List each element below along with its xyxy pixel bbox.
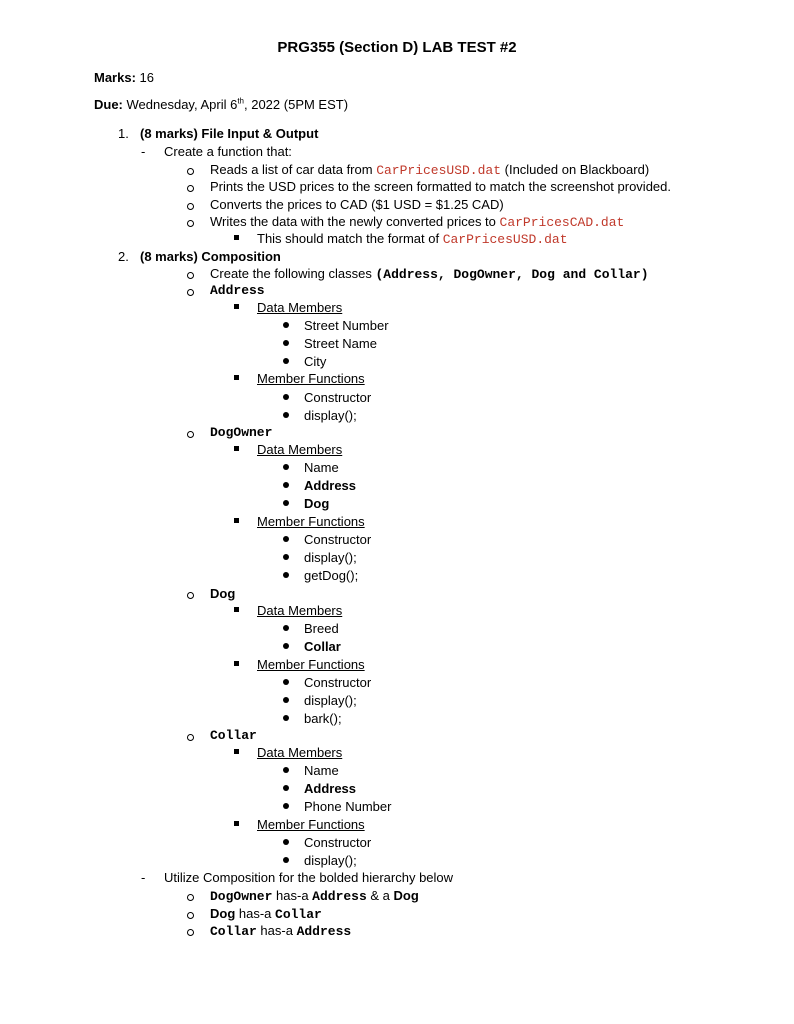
dot-bullet-icon <box>283 464 289 470</box>
h2-dog: Dog <box>210 906 236 921</box>
dot-bullet-icon <box>283 340 289 346</box>
h3-address: Address <box>296 924 352 939</box>
due-line <box>94 96 348 114</box>
h2-collar: Collar <box>275 907 322 922</box>
square-bullet-icon <box>234 661 239 666</box>
circle-bullet-icon <box>187 912 194 919</box>
square-bullet-icon <box>234 375 239 380</box>
circle-bullet-icon <box>187 272 194 279</box>
q1-sub-format <box>257 230 568 249</box>
dot-bullet-icon <box>283 803 289 809</box>
dogowner-function: getDog(); <box>304 568 359 583</box>
class-address: Address <box>210 283 265 298</box>
dogowner-data-members: Data Members <box>257 442 343 457</box>
square-bullet-icon <box>234 749 239 754</box>
square-bullet-icon <box>234 235 239 240</box>
square-bullet-icon <box>234 304 239 309</box>
address-member: Street Number <box>304 318 389 333</box>
class-collar: Collar <box>210 728 257 743</box>
dogowner-member: Dog <box>304 496 330 511</box>
dog-member-functions: Member Functions <box>257 657 365 672</box>
square-bullet-icon <box>234 821 239 826</box>
dot-bullet-icon <box>283 697 289 703</box>
collar-data-members: Data Members <box>257 745 343 760</box>
marks-value: 16 <box>139 70 155 85</box>
dot-bullet-icon <box>283 715 289 721</box>
dot-bullet-icon <box>283 322 289 328</box>
collar-function: Constructor <box>304 835 372 850</box>
dogowner-function: Constructor <box>304 532 372 547</box>
due-date-after: , 2022 (5PM EST) <box>244 97 349 112</box>
h1-dog: Dog <box>393 888 419 903</box>
address-member: Street Name <box>304 336 377 351</box>
dot-bullet-icon <box>283 767 289 773</box>
q1-intro: Create a function that: <box>164 144 292 159</box>
circle-bullet-icon <box>187 431 194 438</box>
dog-data-members: Data Members <box>257 603 343 618</box>
due-date-before: Wednesday, April 6 <box>126 97 238 112</box>
q1-sub-format-pre: This should match the format of <box>257 231 443 246</box>
dogowner-member: Address <box>304 478 357 493</box>
dogowner-member: Name <box>304 460 339 475</box>
dot-bullet-icon <box>283 358 289 364</box>
h3-collar: Collar <box>210 924 257 939</box>
q2-create-classes <box>210 265 649 284</box>
dog-member: Breed <box>304 621 339 636</box>
collar-member-functions: Member Functions <box>257 817 365 832</box>
q2-heading: (8 marks) Composition <box>140 249 281 264</box>
q2-class-list: (Address, DogOwner, Dog and Collar) <box>375 267 649 282</box>
address-member: City <box>304 354 327 369</box>
collar-member: Address <box>304 781 357 796</box>
circle-bullet-icon <box>187 734 194 741</box>
square-bullet-icon <box>234 518 239 523</box>
address-function: Constructor <box>304 390 372 405</box>
q1-item-read-post: (Included on Blackboard) <box>501 162 650 177</box>
h1-mid: has-a <box>272 888 313 903</box>
square-bullet-icon <box>234 446 239 451</box>
circle-bullet-icon <box>187 592 194 599</box>
q1-dash: - <box>141 144 146 159</box>
due-date-sup: th <box>237 96 244 106</box>
q1-heading: (8 marks) File Input & Output <box>140 126 319 141</box>
collar-member: Name <box>304 763 339 778</box>
dog-function: Constructor <box>304 675 372 690</box>
dot-bullet-icon <box>283 394 289 400</box>
hierarchy-dogowner <box>210 887 419 906</box>
dot-bullet-icon <box>283 500 289 506</box>
h1-address: Address <box>312 889 367 904</box>
class-dogowner: DogOwner <box>210 425 273 440</box>
dot-bullet-icon <box>283 482 289 488</box>
file-cad-name: CarPricesCAD.dat <box>499 215 625 230</box>
dot-bullet-icon <box>283 536 289 542</box>
due-label: Due: <box>94 97 123 112</box>
dot-bullet-icon <box>283 572 289 578</box>
h1-owner: DogOwner <box>210 889 273 904</box>
dot-bullet-icon <box>283 839 289 845</box>
dot-bullet-icon <box>283 412 289 418</box>
page-title: PRG355 (Section D) LAB TEST #2 <box>277 39 517 56</box>
q1-number: 1. <box>118 126 129 141</box>
marks-line <box>94 69 154 87</box>
dog-member: Collar <box>304 639 341 654</box>
circle-bullet-icon <box>187 289 194 296</box>
dot-bullet-icon <box>283 554 289 560</box>
circle-bullet-icon <box>187 894 194 901</box>
h1-and: & a <box>366 888 394 903</box>
q1-item-convert: Converts the prices to CAD ($1 USD = $1.25 CAD) <box>210 197 504 212</box>
collar-function: display(); <box>304 853 357 868</box>
dot-bullet-icon <box>283 857 289 863</box>
dog-function: display(); <box>304 693 357 708</box>
address-function: display(); <box>304 408 357 423</box>
address-data-members: Data Members <box>257 300 343 315</box>
file-usd-ref: CarPricesUSD.dat <box>442 232 568 247</box>
q2-utilize: Utilize Composition for the bolded hierarchy below <box>164 870 454 885</box>
dot-bullet-icon <box>283 643 289 649</box>
address-member-functions: Member Functions <box>257 371 365 386</box>
dogowner-function: display(); <box>304 550 357 565</box>
due-date <box>127 97 349 112</box>
collar-member: Phone Number <box>304 799 392 814</box>
square-bullet-icon <box>234 607 239 612</box>
file-usd-name: CarPricesUSD.dat <box>376 163 502 178</box>
h2-mid: has-a <box>235 906 276 921</box>
q2-number: 2. <box>118 249 129 264</box>
circle-bullet-icon <box>187 168 194 175</box>
h3-mid: has-a <box>256 923 297 938</box>
q2-create-pre: Create the following classes <box>210 266 376 281</box>
class-dog: Dog <box>210 586 236 601</box>
dot-bullet-icon <box>283 785 289 791</box>
dot-bullet-icon <box>283 625 289 631</box>
hierarchy-collar <box>210 922 351 941</box>
circle-bullet-icon <box>187 220 194 227</box>
q1-item-print: Prints the USD prices to the screen formatted to match the screenshot provided. <box>210 179 671 194</box>
circle-bullet-icon <box>187 929 194 936</box>
dog-function: bark(); <box>304 711 342 726</box>
dogowner-member-functions: Member Functions <box>257 514 365 529</box>
q2-dash: - <box>141 870 146 885</box>
circle-bullet-icon <box>187 185 194 192</box>
circle-bullet-icon <box>187 203 194 210</box>
dot-bullet-icon <box>283 679 289 685</box>
marks-label: Marks: <box>94 70 136 85</box>
q1-item-write-pre: Writes the data with the newly converted prices to <box>210 214 500 229</box>
q1-item-read-pre: Reads a list of car data from <box>210 162 377 177</box>
